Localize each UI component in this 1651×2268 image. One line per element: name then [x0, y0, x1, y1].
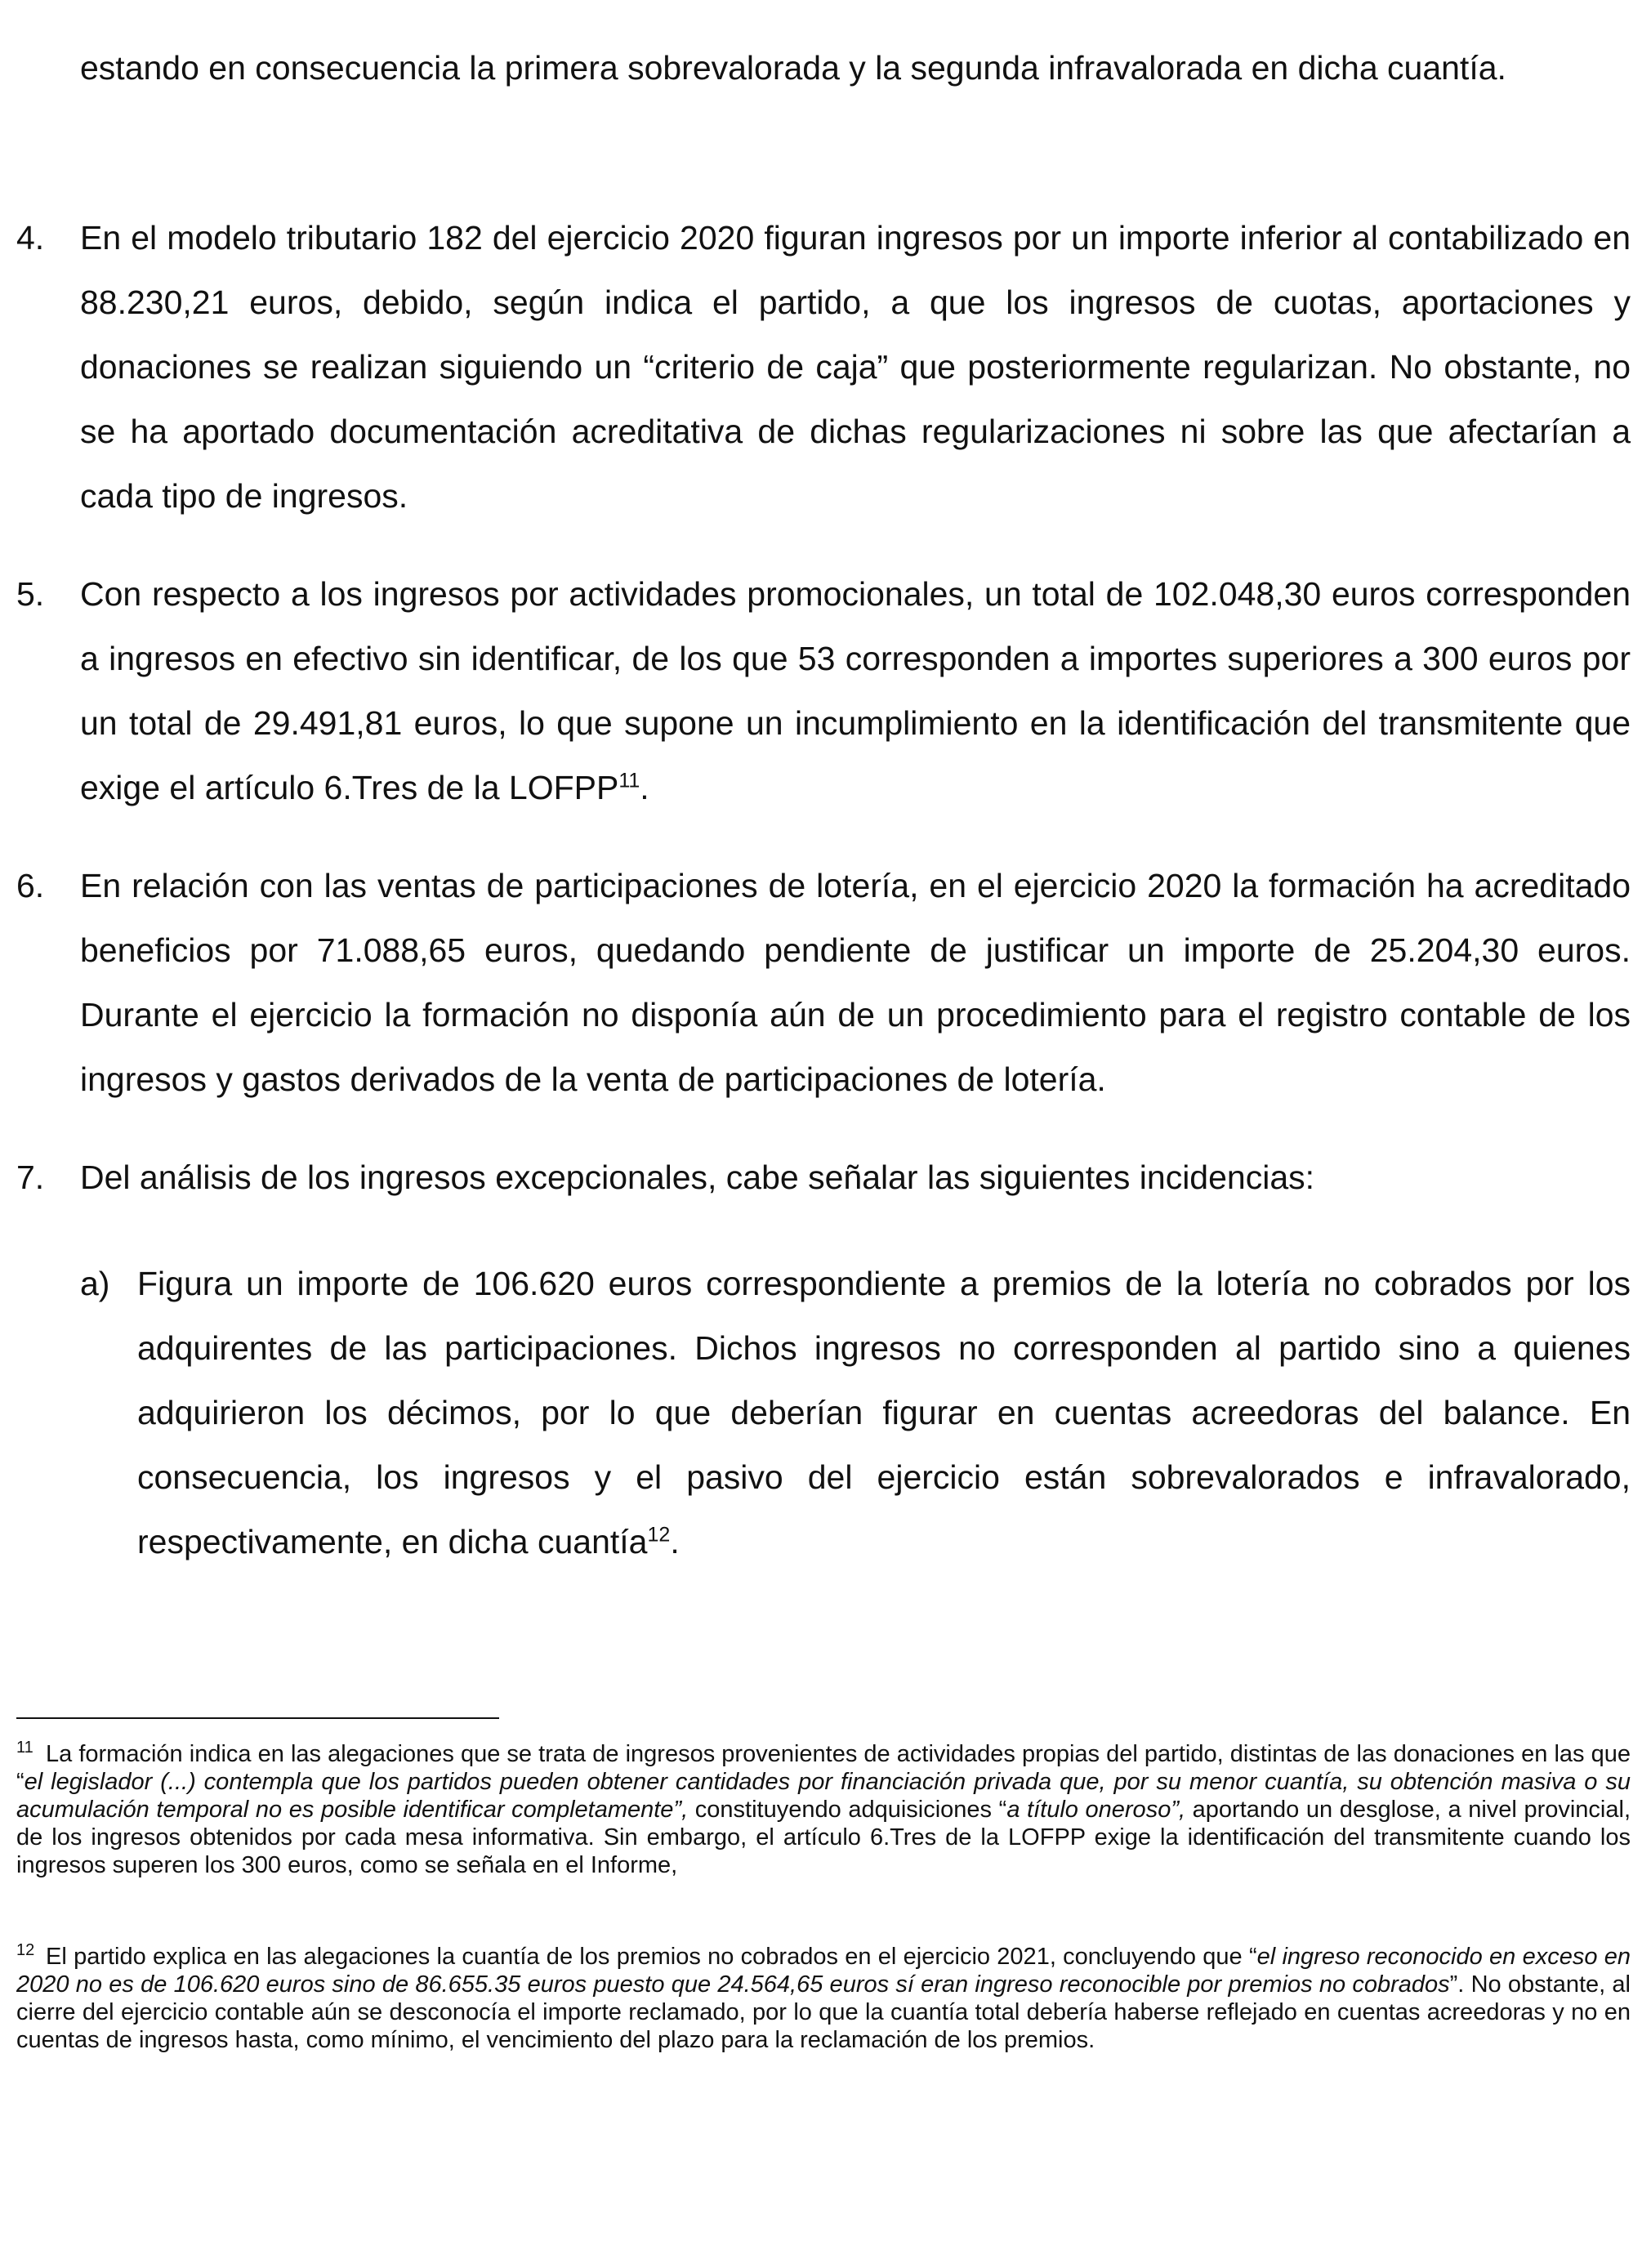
item-6-paragraph: En relación con las ventas de participaciones de lotería, en el ejercicio 2020 la formación ha acreditado beneficios por 71.088,65 euros, quedando pendiente de justificar un importe de 25.204,30 euros. Durante el ejercicio la formación no disponía aún de un procedimiento para el registro contable de los ingresos y gastos derivados de la venta de participaciones de lotería.: [80, 867, 1631, 1098]
item-number-6: 6.: [16, 867, 45, 904]
fn12-text-2: ”. No obstante, al cierre del ejercicio contable aún se desconocía el importe reclamado, por lo que la cuantía total debería haberse reflejado en cuentas acreedoras y no en cuentas de ingresos hasta, como mínimo, el vencimiento del plazo para la reclamación de los premios.: [16, 1971, 1631, 2053]
footnote-ref-11[interactable]: 11: [618, 769, 640, 792]
subitem-a-paragraph: [137, 1252, 1631, 1574]
item-number-7: 7.: [16, 1159, 45, 1196]
footnote-11: $^{11}$ La formación indica en las alegaciones que se trata de ingresos provenientes de actividades propias del partido, distintas de las donaciones en las que “el legislador (...) contempla que los partidos pueden obtener cantidades por financiación privada que, por su menor cuantía, su obtención masiva o su acumulación temporal no es posible identificar completamente”, constituyendo adquisiciones “a título oneroso”, aportando un desglose, a nivel provincial, de los ingresos obtenidos por cada mesa informativa. Sin embargo, el artículo 6.Tres de la LOFPP exige la identificación del transmitente cuando los ingresos superen los 300 euros, como se señala en el Informe,: [16, 1739, 1631, 1878]
item-7-paragraph: Del análisis de los ingresos excepcionales, cabe señalar las siguientes incidencias:: [80, 1159, 1315, 1196]
item-number-5: 5.: [16, 575, 45, 613]
fn11-text-3: aportando un desglose, a nivel provincial, de los ingresos obtenidos por cada mesa informativa. Sin embargo, el artículo 6.Tres de la LOFPP exige la identificación del transmitente cuando los ingresos superen los 300 euros, como se señala en el Informe,: [16, 1797, 1631, 1878]
subitem-letter-a: a): [80, 1265, 110, 1302]
fn11-quote-1: el legislador (...) contempla que los partidos pueden obtener cantidades por financiación privada que, por su menor cuantía, su obtención masiva o su acumulación temporal no es posible identificar completamente”,: [16, 1769, 1631, 1823]
footnote-separator: [16, 1717, 499, 1719]
item-5-end: .: [640, 769, 649, 806]
fn12-text-1: El partido explica en las alegaciones la cuantía de los premios no cobrados en el ejercicio 2021, concluyendo que “: [46, 1944, 1257, 1970]
subitem-a-end: .: [670, 1523, 680, 1560]
footnote-12: $^{12}$ El partido explica en las alegaciones la cuantía de los premios no cobrados en el ejercicio 2021, concluyendo que “el ingreso reconocido en exceso en 2020 no es de 106.620 euros sino de 86.655.35 euros puesto que 24.564,65 euros sí eran ingreso reconocible por premios no cobrados”. No obstante, al cierre del ejercicio contable aún se desconocía el importe reclamado, por lo que la cuantía total debería haberse reflejado en cuentas acreedoras y no en cuentas de ingresos hasta, como mínimo, el vencimiento del plazo para la reclamación de los premios.: [16, 1941, 1631, 2053]
item-5-paragraph: [80, 562, 1631, 820]
fn11-text-2: constituyendo adquisiciones “: [688, 1797, 1007, 1823]
item-4-paragraph: En el modelo tributario 182 del ejercicio 2020 figuran ingresos por un importe inferior al contabilizado en 88.230,21 euros, debido, según indica el partido, a que los ingresos de cuotas, aportaciones y donaciones se realizan siguiendo un “criterio de caja” que posteriormente regularizan. No obstante, no se ha aportado documentación acreditativa de dichas regularizaciones ni sobre las que afectarían a cada tipo de ingresos.: [80, 219, 1631, 515]
fn11-text-1: La formación indica en las alegaciones que se trata de ingresos provenientes de actividades propias del partido, distintas de las donaciones en las que “: [16, 1741, 1631, 1795]
subitem-a-text: Figura un importe de 106.620 euros correspondiente a premios de la lotería no cobrados por los adquirentes de las participaciones. Dichos ingresos no corresponden al partido sino a quienes adquirieron los décimos, por lo que deberían figurar en cuentas acreedoras del balance. En consecuencia, los ingresos y el pasivo del ejercicio están sobrevalorados e infravalorado, respectivamente, en dicha cuantía: [137, 1265, 1631, 1560]
item-5-text: Con respecto a los ingresos por actividades promocionales, un total de 102.048,30 euros corresponden a ingresos en efectivo sin identificar, de los que 53 corresponden a importes superiores a 300 euros por un total de 29.491,81 euros, lo que supone un incumplimiento en la identificación del transmitente que exige el artículo 6.Tres de la LOFPP: [80, 575, 1631, 806]
footnote-ref-12[interactable]: 12: [647, 1523, 671, 1547]
fn11-quote-2: a título oneroso”,: [1006, 1797, 1186, 1823]
intro-paragraph: estando en consecuencia la primera sobrevalorada y la segunda infravalorada en dicha cuantía.: [80, 49, 1506, 87]
item-number-4: 4.: [16, 219, 45, 257]
fn12-quote-1: el ingreso reconocido en exceso en 2020 no es de 106.620 euros sino de 86.655.35 euros puesto que 24.564,65 euros sí eran ingreso reconocible por premios no cobrados: [16, 1944, 1631, 1998]
